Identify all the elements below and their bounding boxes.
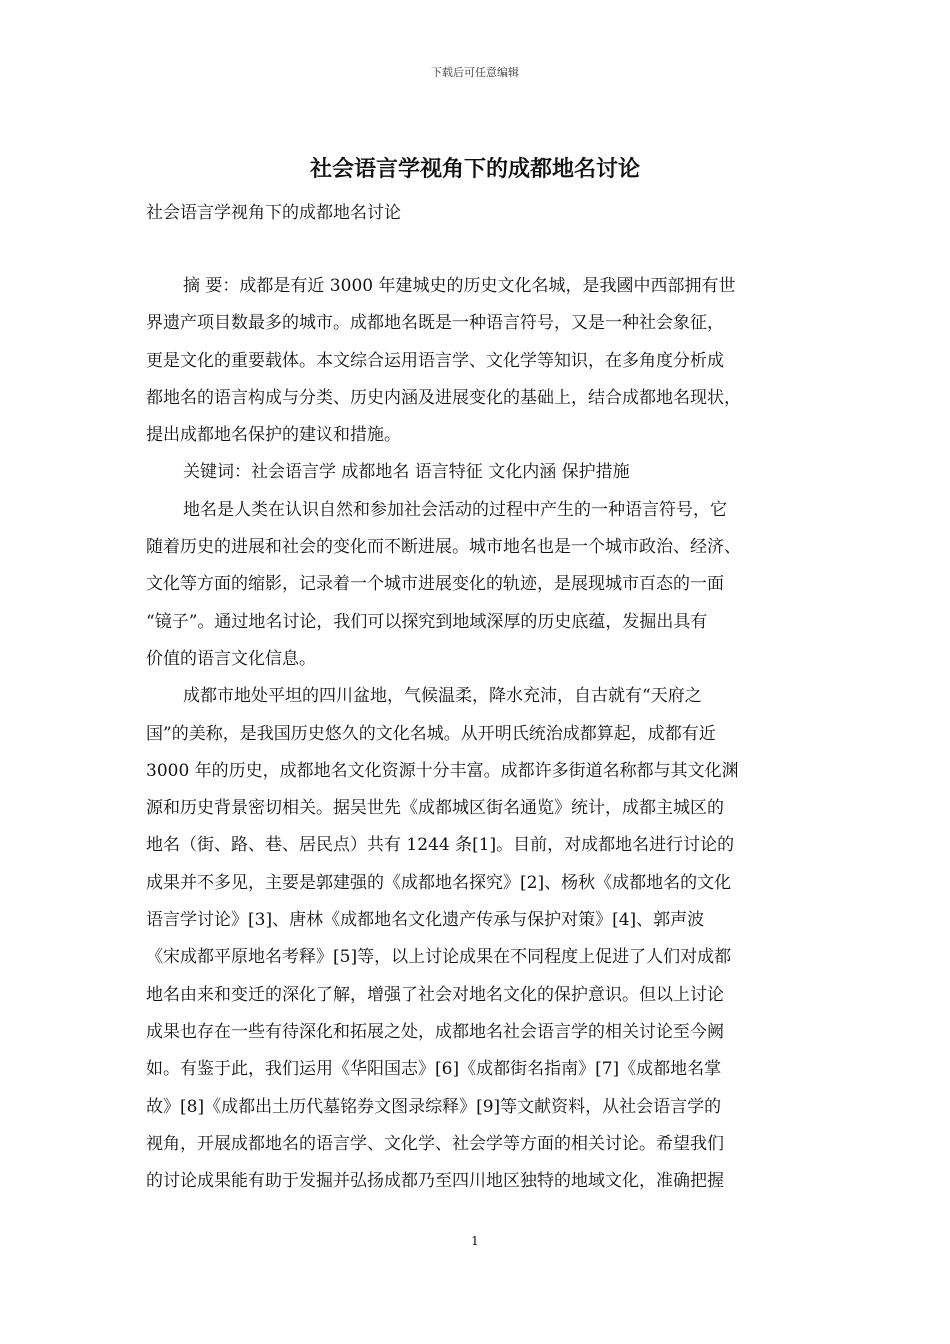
- paragraph-line: 成果并不多见，主要是郭建强的《成都地名探究》[2]、杨秋《成都地名的文化: [146, 872, 732, 893]
- paragraph-line: 语言学讨论》[3]、唐林《成都地名文化遗产传承与保护对策》[4]、郭声波: [146, 910, 705, 931]
- paragraph-line: 地名（街、路、巷、居民点）共有 1244 条[1]。目前，对成都地名进行讨论的: [146, 835, 735, 856]
- paragraph-line: 成都市地处平坦的四川盆地，气候温柔，降水充沛，自古就有“天府之: [183, 686, 702, 707]
- abstract-line: 界遗产项目数最多的城市。成都地名既是一种语言符号，又是一种社会象征，: [146, 313, 724, 334]
- paragraph-line: 成果也存在一些有待深化和拓展之处，成都地名社会语言学的相关讨论至今阙: [146, 1021, 724, 1042]
- paragraph-line: “镜子”。通过地名讨论，我们可以探究到地域深厚的历史底蕴，发掘出具有: [146, 611, 708, 632]
- paragraph-line: 视角，开展成都地名的语言学、文化学、社会学等方面的相关讨论。希望我们: [146, 1133, 724, 1154]
- page-number: 1: [471, 1234, 479, 1248]
- paragraph-line: 国”的美称，是我国历史悠久的文化名城。从开明氏统治成都算起，成都有近: [146, 723, 716, 744]
- document-title: 社会语言学视角下的成都地名讨论: [309, 157, 640, 182]
- body-text: [146, 268, 808, 1200]
- paragraph-line: 故》[8]《成都出土历代墓铭券文图录综释》[9]等文献资料，从社会语言学的: [146, 1096, 722, 1117]
- abstract-line: 提出成都地名保护的建议和措施。: [146, 425, 401, 446]
- paragraph-line: 3000 年的历史，成都地名文化资源十分丰富。成都许多街道名称都与其文化渊: [146, 760, 739, 781]
- abstract-line: 摘 要：成都是有近 3000 年建城史的历史文化名城，是我國中西部拥有世: [183, 276, 736, 296]
- page-header: 下载后可任意编辑: [431, 66, 519, 79]
- paragraph-line: 随着历史的进展和社会的变化而不断进展。城市地名也是一个城市政治、经济、: [146, 537, 741, 558]
- paragraph-line: 源和历史背景密切相关。据吴世先《成都城区街名通览》统计，成都主城区的: [146, 798, 724, 819]
- keywords-line: 关键词：社会语言学 成都地名 语言特征 文化内涵 保护措施: [183, 462, 630, 483]
- paragraph-line: 地名是人类在认识自然和参加社会活动的过程中产生的一种语言符号，它: [183, 499, 727, 520]
- paragraph-line: 《宋成都平原地名考释》[5]等，以上讨论成果在不同程度上促进了人们对成都: [146, 947, 732, 968]
- paragraph-line: 价值的语言文化信息。: [146, 648, 316, 669]
- abstract-line: 更是文化的重要载体。本文综合运用语言学、文化学等知识，在多角度分析成: [146, 350, 724, 371]
- paragraph-line: 文化等方面的缩影，记录着一个城市进展变化的轨迹，是展现城市百态的一面: [146, 574, 724, 595]
- paragraph-line: 地名由来和变迁的深化了解，增强了社会对地名文化的保护意识。但以上讨论: [146, 984, 724, 1005]
- paragraph-line: 的讨论成果能有助于发掘并弘扬成都乃至四川地区独特的地域文化，准确把握: [146, 1171, 724, 1192]
- paragraph-line: 如。有鉴于此，我们运用《华阳国志》[6]《成都街名指南》[7]《成都地名掌: [146, 1059, 722, 1080]
- document-subtitle: 社会语言学视角下的成都地名讨论: [146, 203, 401, 223]
- abstract-line: 都地名的语言构成与分类、历史内涵及进展变化的基础上，结合成都地名现状，: [146, 387, 741, 408]
